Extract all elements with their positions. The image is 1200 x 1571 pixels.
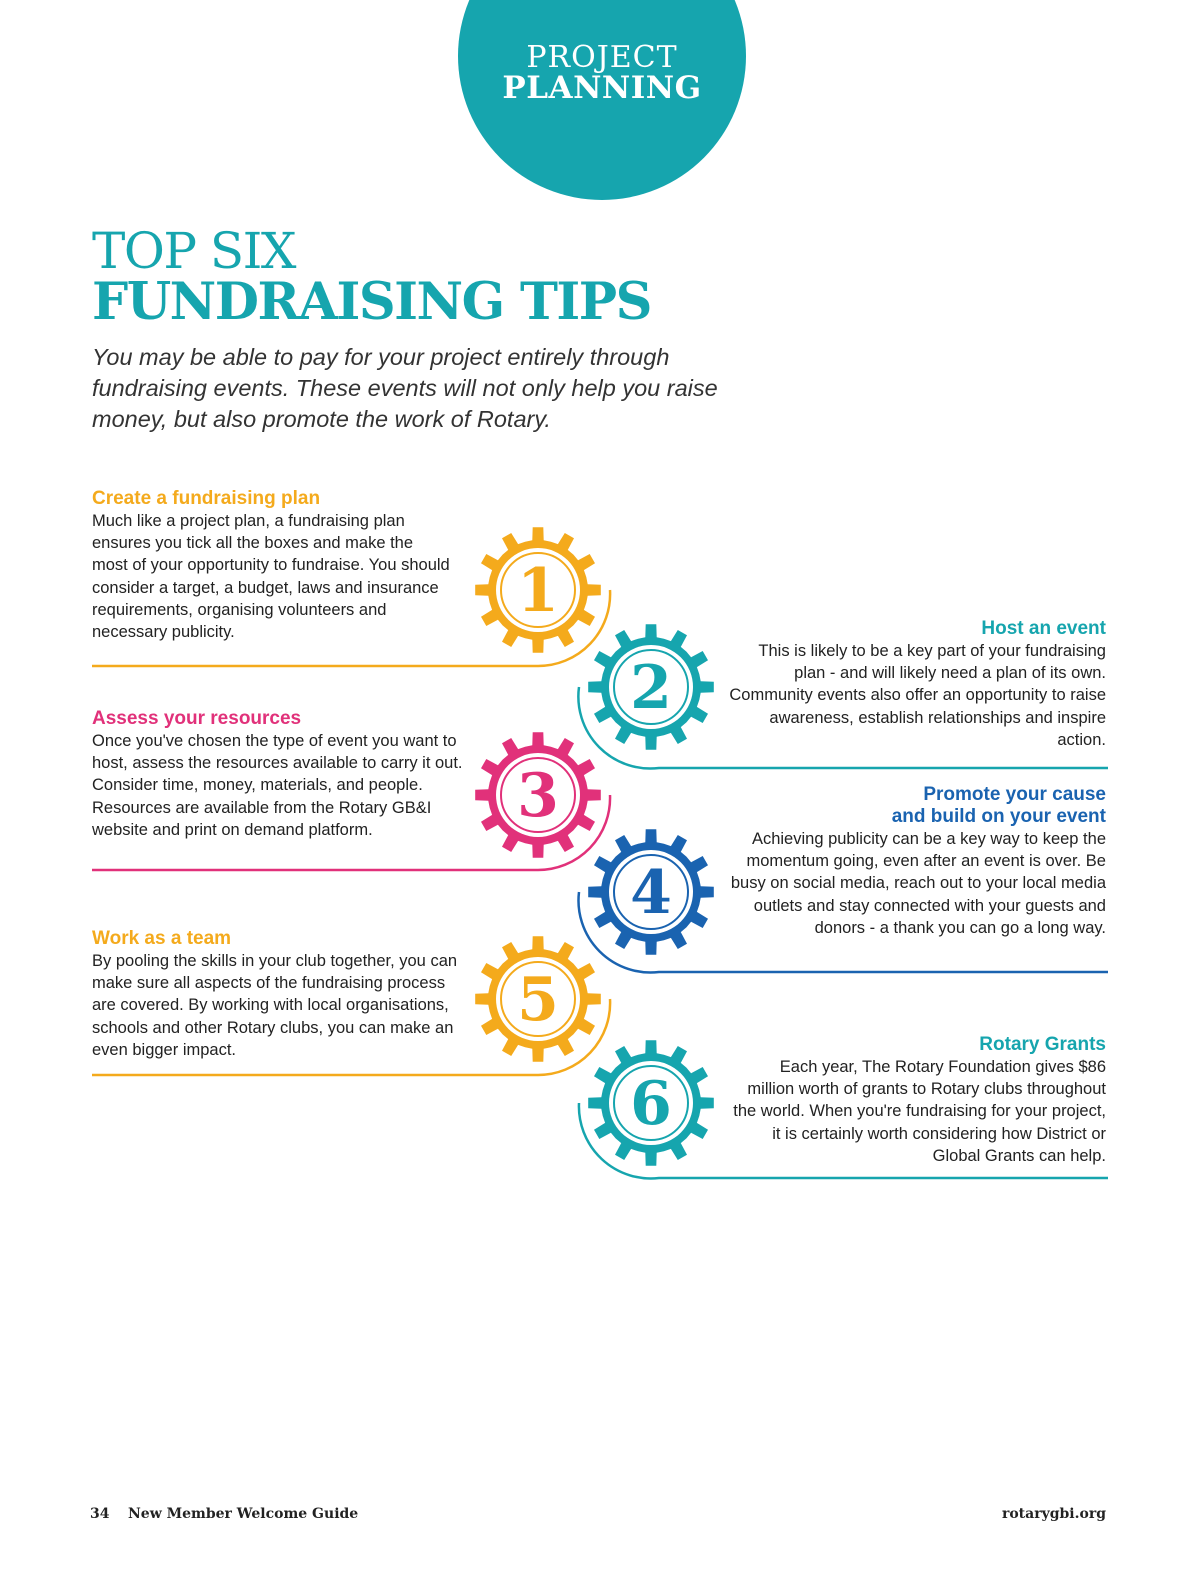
tip-2 bbox=[726, 618, 1106, 751]
tip-5 bbox=[92, 928, 472, 1061]
page-title-line1: TOP SIX bbox=[92, 222, 295, 280]
gear-3-number: 3 bbox=[517, 761, 559, 831]
tip-2-heading: Host an event bbox=[981, 618, 1106, 639]
gear-1-number: 1 bbox=[517, 556, 559, 626]
gear-5-number: 5 bbox=[517, 965, 559, 1035]
tip-4-heading-line1: Promote your cause bbox=[923, 784, 1106, 805]
tip-1-body: Much like a project plan, a fundraising plan ensures you tick all the boxes and make the most of your opportunity to fundraise. You should consider a target, a budget, laws and insurance requirements, organising volunteers and necessary publicity. bbox=[92, 512, 450, 642]
tip-6-body: Each year, The Rotary Foundation gives $86 million worth of grants to Rotary clubs throughout the world. When you're fundraising for your project, it is certainly worth considering how District or Global Grants can help. bbox=[733, 1058, 1106, 1165]
tip-3-body: Once you've chosen the type of event you want to host, assess the resources available to carry it out. Consider time, money, materials, and people. Resources are available from the Rotary GB&I website and print on demand platform. bbox=[92, 732, 463, 839]
tip-5-heading: Work as a team bbox=[92, 928, 232, 949]
badge-line1: PROJECT bbox=[526, 40, 678, 75]
tip-6-heading: Rotary Grants bbox=[979, 1034, 1106, 1055]
footer-url: rotarygbi.org bbox=[1001, 1506, 1106, 1522]
tip-6 bbox=[730, 1034, 1106, 1167]
gear-4-number: 4 bbox=[630, 858, 672, 928]
intro-paragraph: You may be able to pay for your project entirely through fundraising events. These events will not only help you raise money, but also promote the work of Rotary. bbox=[92, 344, 718, 432]
tip-2-body: This is likely to be a key part of your fundraising plan - and will likely need a plan of its own. Community events also offer an opportunity to raise awareness, establish relationships and inspire action. bbox=[729, 642, 1106, 749]
tip-1 bbox=[92, 488, 472, 643]
gear-6-number: 6 bbox=[630, 1069, 672, 1139]
tip-3-heading: Assess your resources bbox=[92, 708, 302, 729]
badge-line2: PLANNING bbox=[502, 70, 702, 106]
tip-1-heading: Create a fundraising plan bbox=[92, 488, 321, 509]
tip-4 bbox=[716, 784, 1106, 939]
tip-4-heading-line2: and build on your event bbox=[891, 806, 1106, 827]
footer-page-number: 34 bbox=[90, 1506, 110, 1522]
tip-3 bbox=[92, 708, 472, 841]
tip-4-body: Achieving publicity can be a key way to keep the momentum going, even after an event is over. Be busy on social media, reach out to your local media outlets and stay connected with your guests and donors - a thank you can go a long way. bbox=[730, 830, 1106, 937]
page-title-line2: FUNDRAISING TIPS bbox=[92, 272, 651, 332]
footer-guide-title: New Member Welcome Guide bbox=[128, 1506, 359, 1522]
gear-2-number: 2 bbox=[630, 653, 672, 723]
tip-5-body: By pooling the skills in your club together, you can make sure all aspects of the fundraising process are covered. By working with local organisations, schools and other Rotary clubs, you can make an even bigger impact. bbox=[92, 952, 458, 1059]
